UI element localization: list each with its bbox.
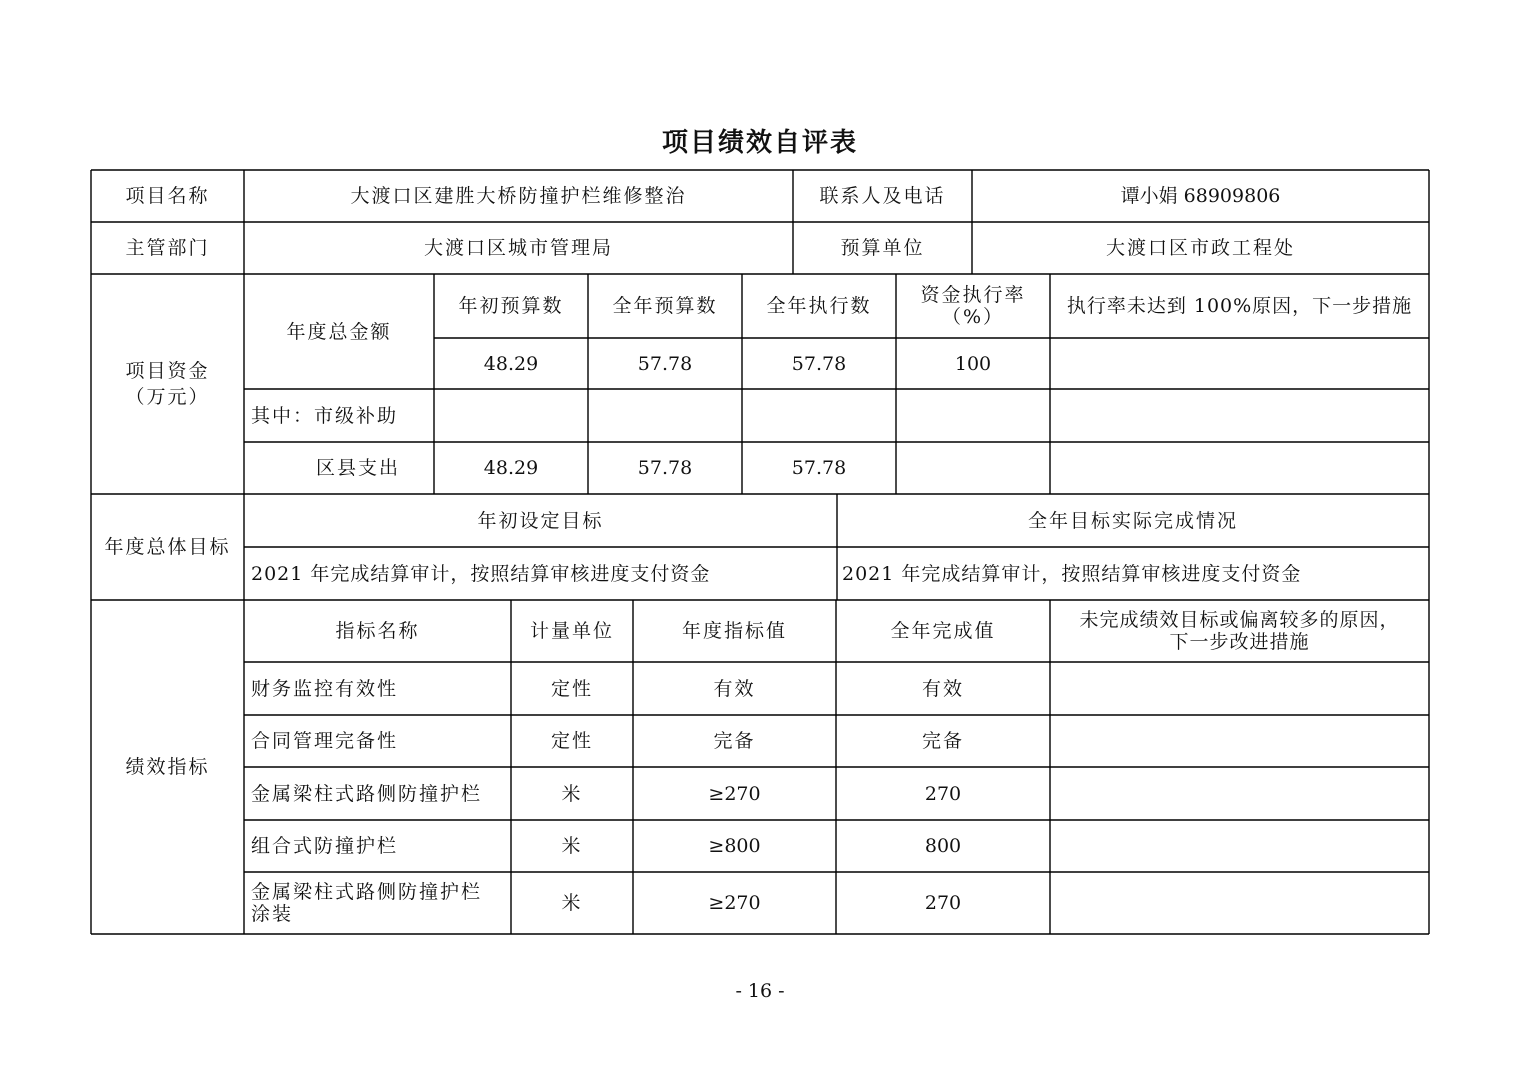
dept-label: 主管部门	[125, 237, 210, 259]
indicator-row-4-done: 800	[924, 835, 962, 857]
indicator-row-2-name: 合同管理完备性	[251, 730, 399, 752]
col-initial-budget: 年初预算数	[458, 295, 564, 317]
col-unit: 计量单位	[529, 620, 614, 642]
contact-label: 联系人及电话	[819, 185, 946, 207]
indicator-row-1-target: 有效	[713, 677, 756, 700]
funds-label: 项目资金 （万元）	[125, 360, 210, 408]
annual-goal-label: 年度总体目标	[104, 536, 231, 558]
col-target: 年度指标值	[681, 620, 787, 642]
col-exec-rate: 资金执行率 （%）	[920, 284, 1026, 328]
project-name-label: 项目名称	[125, 185, 210, 207]
col-deviation-reason: 未完成绩效目标或偏离较多的原因， 下一步改进措施	[1079, 609, 1400, 653]
total-initial-value: 48.29	[483, 352, 539, 375]
total-annual-value: 57.78	[637, 352, 693, 375]
indicator-row-4-unit: 米	[561, 835, 583, 857]
budget-unit-label: 预算单位	[840, 237, 925, 259]
county-expense-label: 区县支出	[315, 457, 400, 479]
indicator-row-5-name: 金属梁柱式路侧防撞护栏 涂装	[251, 881, 483, 925]
indicator-row-2-done: 完备	[921, 730, 964, 752]
set-goal-text: 2021 年完成结算审计，按照结算审核进度支付资金	[251, 562, 711, 585]
indicator-row-5-target: ≥270	[708, 892, 761, 914]
indicator-row-1-done: 有效	[921, 677, 964, 700]
indicator-row-3-done: 270	[924, 782, 962, 805]
county-initial-value: 48.29	[483, 457, 539, 479]
actual-goal-header: 全年目标实际完成情况	[1027, 509, 1238, 532]
contact-value: 谭小娟 68909806	[1120, 185, 1281, 207]
set-goal-header: 年初设定目标	[477, 509, 604, 532]
indicator-row-3-name: 金属梁柱式路侧防撞护栏	[251, 782, 483, 805]
col-annual-budget: 全年预算数	[612, 295, 718, 317]
col-rate-reason: 执行率未达到 100%原因，下一步措施	[1066, 295, 1413, 317]
col-indicator-name: 指标名称	[335, 620, 420, 642]
indicator-row-1-name: 财务监控有效性	[251, 677, 399, 700]
city-subsidy-label: 其中：市级补助	[251, 404, 399, 427]
indicator-row-4-name: 组合式防撞护栏	[251, 835, 399, 857]
total-amount-label: 年度总金额	[286, 320, 392, 343]
col-annual-exec: 全年执行数	[766, 295, 872, 317]
budget-unit-value: 大渡口区市政工程处	[1105, 237, 1295, 259]
county-annual-value: 57.78	[637, 457, 693, 479]
col-done: 全年完成值	[890, 620, 996, 642]
actual-goal-text: 2021 年完成结算审计，按照结算审核进度支付资金	[842, 562, 1302, 585]
page-title: 项目绩效自评表	[661, 128, 858, 158]
indicator-row-3-unit: 米	[561, 782, 583, 805]
dept-value: 大渡口区城市管理局	[423, 237, 613, 259]
indicator-row-4-target: ≥800	[708, 835, 761, 857]
county-exec-value: 57.78	[791, 457, 847, 479]
page-number: - 16 -	[735, 980, 785, 1002]
indicator-row-1-unit: 定性	[550, 677, 593, 700]
total-exec-value: 57.78	[791, 352, 847, 375]
indicator-row-5-unit: 米	[561, 892, 583, 914]
indicator-row-2-target: 完备	[713, 730, 756, 752]
indicator-row-5-done: 270	[924, 892, 962, 914]
indicator-row-3-target: ≥270	[708, 782, 761, 805]
project-name-value: 大渡口区建胜大桥防撞护栏维修整治	[350, 185, 687, 207]
indicators-label: 绩效指标	[125, 756, 210, 778]
total-rate-value: 100	[954, 352, 992, 375]
indicator-row-2-unit: 定性	[550, 730, 593, 752]
